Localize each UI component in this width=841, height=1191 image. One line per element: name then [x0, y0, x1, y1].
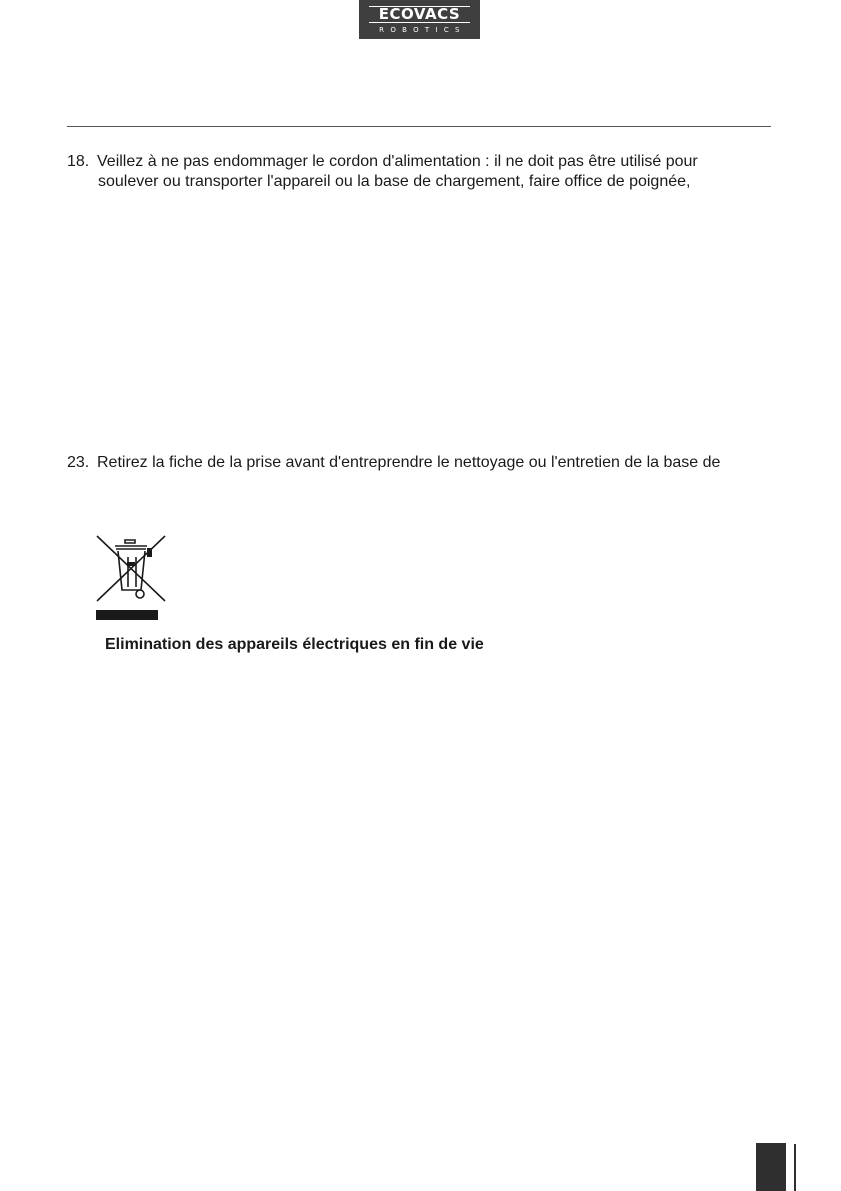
item-text-line1: Veillez à ne pas endommager le cordon d'alimentation : il ne doit pas être utilisé pour — [97, 153, 698, 170]
safety-item-23 — [67, 453, 777, 473]
logo-tagline: ROBOTICS — [379, 26, 466, 34]
item-number: 23. — [67, 454, 90, 471]
item-number: 18. — [67, 153, 90, 170]
page-tab-marker — [756, 1143, 786, 1191]
logo-brand: ECOVACS — [369, 6, 470, 23]
disposal-heading: Elimination des appareils électriques en fin de vie — [105, 636, 484, 653]
ecovacs-logo — [359, 0, 480, 39]
crossed-out-wheelie-bin-icon — [95, 534, 167, 624]
item-text-line1: Retirez la fiche de la prise avant d'entreprendre le nettoyage ou l'entretien de la base de — [97, 454, 721, 471]
safety-item-18 — [67, 152, 777, 192]
page-edge-bar — [794, 1144, 796, 1191]
header-divider — [67, 126, 771, 127]
item-text-line2: soulever ou transporter l'appareil ou la base de chargement, faire office de poignée, — [98, 173, 691, 190]
